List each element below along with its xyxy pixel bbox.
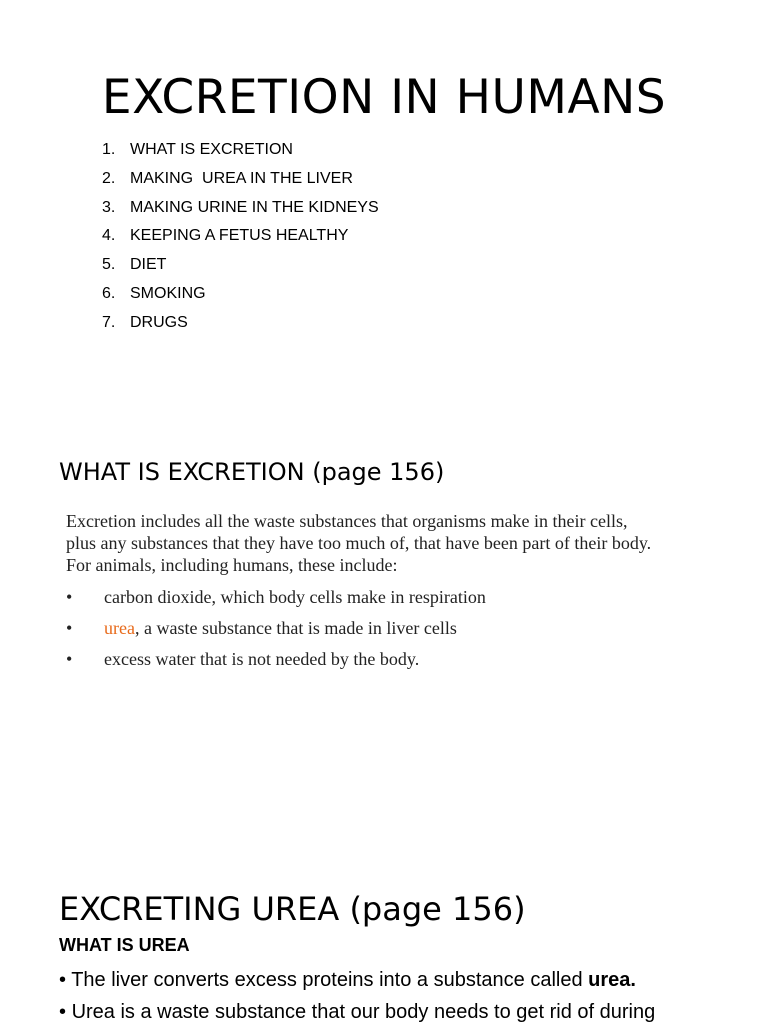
excerpt-bullets (66, 582, 666, 675)
contents-text: DIET (130, 256, 167, 274)
contents-item (102, 136, 379, 165)
section-heading-excretion: WHAT IS EXCRETION (page 156) (59, 458, 445, 486)
urea-point: • The liver converts excess proteins into a substance called urea. (59, 969, 636, 991)
bullet-text: excess water that is not needed by the body. (104, 649, 420, 669)
page-title: EXCRETION IN HUMANS (101, 70, 667, 125)
bullet-dot: • (66, 587, 73, 607)
contents-item (102, 222, 379, 251)
contents-number: 2. (102, 169, 116, 187)
excerpt-bullet (66, 613, 666, 644)
point-bold-term: urea. (588, 969, 636, 991)
contents-text: WHAT IS EXCRETION (130, 141, 293, 158)
contents-text: DRUGS (130, 313, 188, 331)
contents-item (102, 309, 379, 338)
contents-item (102, 165, 379, 194)
excerpt-intro: Excretion includes all the waste substances that organisms make in their cells, plus any substances that they have too much of, that have been part of their body. For animals, including humans, these include: (66, 511, 652, 575)
contents-text: MAKING UREA IN THE LIVER (130, 169, 353, 187)
contents-list (102, 136, 379, 338)
contents-number: 1. (102, 141, 116, 158)
section-heading-urea: EXCRETING UREA (page 156) (59, 890, 526, 928)
excerpt-bullet (66, 644, 666, 675)
contents-text: MAKING URINE IN THE KIDNEYS (130, 198, 379, 216)
bullet-dot: • (66, 618, 73, 638)
subheading-what-is-urea: WHAT IS UREA (59, 935, 190, 955)
bullet-dot: • (66, 649, 73, 669)
contents-number: 5. (102, 256, 116, 274)
contents-number: 7. (102, 313, 116, 331)
urea-points (59, 964, 655, 1028)
textbook-excerpt (66, 510, 666, 675)
point-text: The liver converts excess proteins into a substance called (71, 969, 589, 991)
excerpt-bullet (66, 582, 666, 613)
contents-number: 3. (102, 198, 116, 216)
contents-item (102, 251, 379, 280)
contents-text: SMOKING (130, 284, 206, 302)
bullet-text: , a waste substance that is made in liver cells (134, 618, 457, 638)
highlighted-term: urea (104, 618, 135, 638)
contents-text: KEEPING A FETUS HEALTHY (130, 227, 349, 245)
contents-item (102, 280, 379, 309)
contents-number: 4. (102, 227, 116, 245)
contents-number: 6. (102, 284, 116, 302)
urea-point: • Urea is a waste substance that our body needs to get rid of during (59, 1001, 656, 1023)
point-text: Urea is a waste substance that our body needs to get rid of during (71, 1001, 656, 1023)
bullet-text: carbon dioxide, which body cells make in respiration (104, 587, 486, 607)
contents-item (102, 194, 379, 223)
